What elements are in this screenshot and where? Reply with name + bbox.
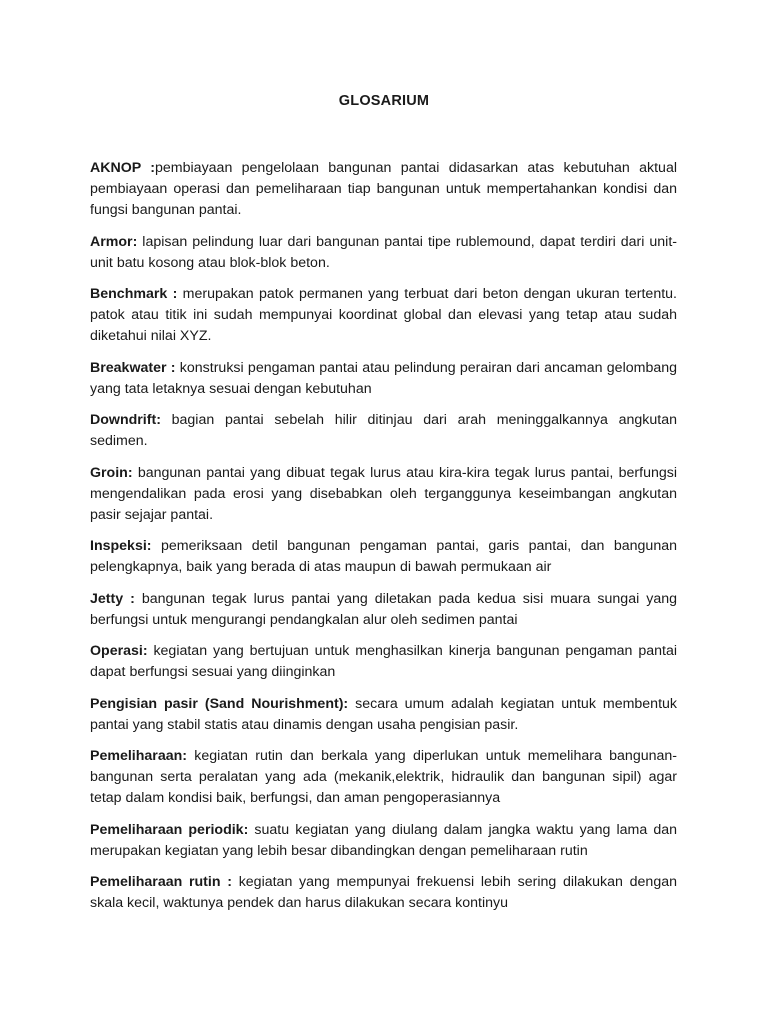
glossary-definition: bagian pantai sebelah hilir ditinjau dari arah meninggalkannya angkutan sedimen. (90, 412, 677, 449)
glossary-definition: kegiatan yang mempunyai frekuensi lebih sering dilakukan dengan skala kecil, waktunya pendek dan harus dilakukan secara kontinyu (90, 874, 677, 911)
glossary-definition: bangunan tegak lurus pantai yang diletakan pada kedua sisi muara sungai yang berfungsi untuk mengurangi pendangkalan alur oleh sedimen pantai (90, 590, 677, 628)
glossary-term: Benchmark : (90, 286, 178, 302)
glossary-definition: pemeriksaan detil bangunan pengaman pantai, garis pantai, dan bangunan pelengkapnya, baik yang berada di atas maupun di bawah permukaan air (90, 538, 677, 575)
glossary-definition: kegiatan rutin dan berkala yang diperlukan untuk memelihara bangunan-bangunan serta peralatan yang ada (mekanik,elektrik, hidraulik dan bangunan sipil) agar tetap dalam kondisi baik, berfungsi, dan aman pengoperasiannya (90, 748, 677, 806)
glossary-term: Pemeliharaan rutin : (90, 874, 232, 890)
glossary-entry (90, 820, 677, 862)
glossary-entry (90, 589, 677, 631)
glossary-term: Pemeliharaan periodik: (90, 821, 249, 838)
glossary-entry (90, 284, 677, 347)
glossary-term: Pengisian pasir (Sand Nourishment): (90, 695, 349, 712)
glossary-list (90, 158, 677, 925)
glossary-entry (90, 872, 677, 914)
glossary-term: Jetty : (90, 590, 135, 607)
glossary-term: Downdrift: (90, 412, 161, 428)
glossary-term: Breakwater : (90, 359, 176, 376)
glossary-definition: bangunan pantai yang dibuat tegak lurus atau kira-kira tegak lurus pantai, berfungsi mengendalikan pada erosi yang disebabkan oleh terganggunya keseimbangan angkutan pasir sejajar pantai. (90, 464, 677, 523)
glossary-entry (90, 694, 677, 736)
glossary-entry (90, 358, 677, 400)
glossary-term: Pemeliharaan: (90, 748, 187, 764)
glossary-definition: suatu kegiatan yang diulang dalam jangka waktu yang lama dan merupakan kegiatan yang lebih besar dibandingkan dengan pemeliharaan rutin (90, 821, 677, 859)
glossary-entry (90, 536, 677, 578)
glossary-entry (90, 158, 677, 221)
glossary-entry (90, 463, 677, 526)
glossary-definition: pembiayaan pengelolaan bangunan pantai didasarkan atas kebutuhan aktual pembiayaan operasi dan pemeliharaan tiap bangunan untuk mempertahankan kondisi dan fungsi bangunan pantai. (90, 160, 677, 218)
glossary-term: AKNOP : (90, 160, 156, 176)
glossary-definition: kegiatan yang bertujuan untuk menghasilkan kinerja bangunan pengaman pantai dapat berfungsi sesuai yang diinginkan (90, 643, 677, 680)
glossary-definition: lapisan pelindung luar dari bangunan pantai tipe rublemound, dapat terdiri dari unit-unit batu kosong atau blok-blok beton. (90, 233, 677, 271)
glossary-term: Groin: (90, 464, 133, 481)
glossary-definition: konstruksi pengaman pantai atau pelindung perairan dari ancaman gelombang yang tata letaknya sesuai dengan kebutuhan (90, 359, 677, 397)
glossary-definition: merupakan patok permanen yang terbuat dari beton dengan ukuran tertentu. patok atau titik ini sudah mempunyai koordinat global dan elevasi yang tetap atau sudah diketahui nilai XYZ. (90, 286, 677, 344)
glossary-entry (90, 410, 677, 452)
page-title: GLOSARIUM (338, 93, 430, 109)
glossary-entry (90, 746, 677, 809)
glossary-term: Operasi: (90, 643, 148, 659)
glossary-entry (90, 232, 677, 274)
glossary-term: Inspeksi: (90, 538, 152, 554)
glossary-term: Armor: (90, 233, 138, 250)
glossary-entry (90, 641, 677, 683)
glossary-definition: secara umum adalah kegiatan untuk membentuk pantai yang stabil statis atau dinamis dengan usaha pengisian pasir. (90, 695, 678, 733)
